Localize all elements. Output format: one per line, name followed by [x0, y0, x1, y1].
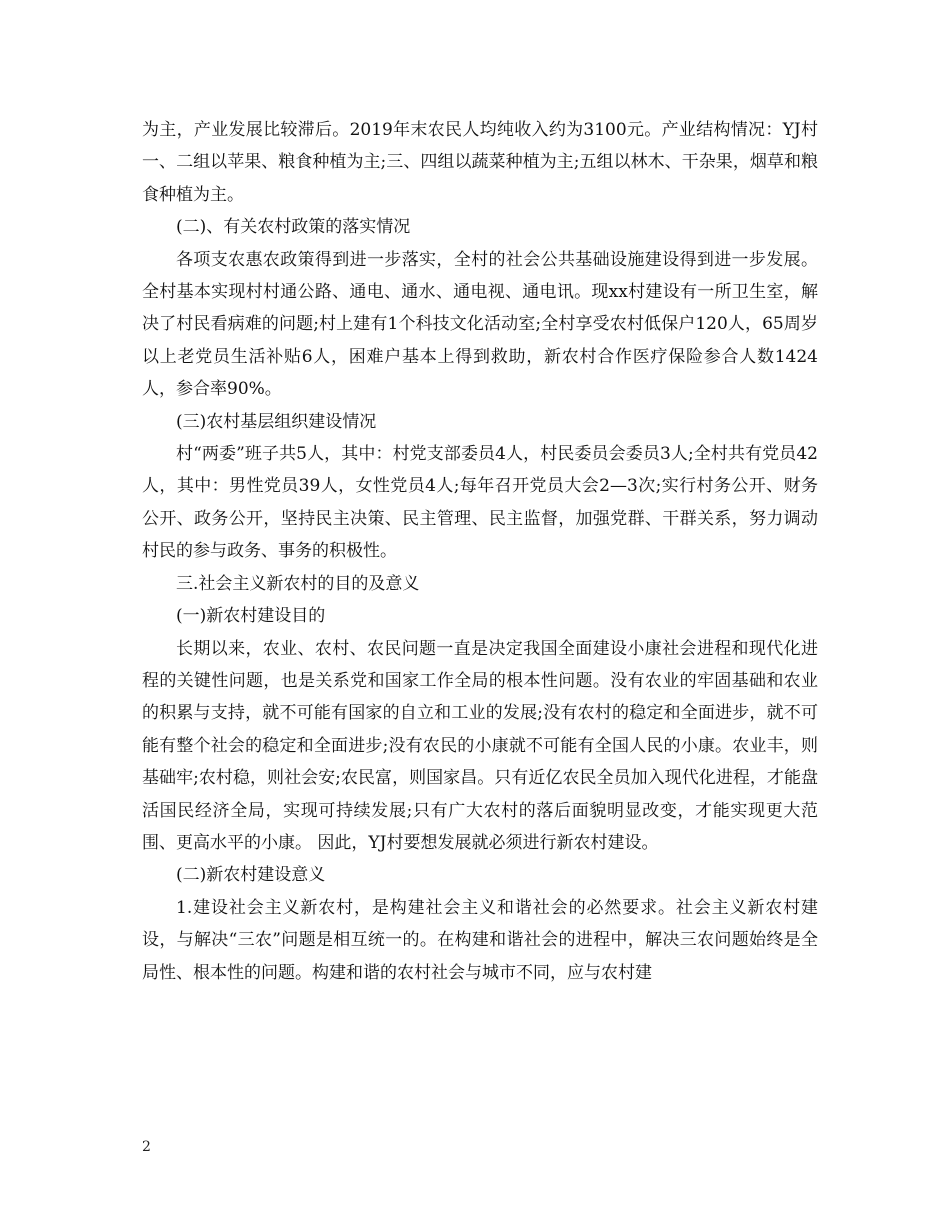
page-number: 2 — [142, 1139, 151, 1155]
section-heading-organization: (三)农村基层组织建设情况 — [176, 411, 377, 432]
paragraph-meaning: 1.建设社会主义新农村，是构建社会主义和谐社会的必然要求。社会主义新农村建设，与解决“三农”问题是相互统一的。在构建和谐社会的进程中，解决三农问题始终是全局性、根本性的问题。构建和谐的农村社会与城市不同，应与农村建 — [142, 897, 818, 983]
paragraph-purpose: 长期以来，农业、农村、农民问题一直是决定我国全面建设小康社会进程和现代化进程的关键性问题，也是关系党和国家工作全局的根本性问题。没有农业的牢固基础和农业的积累与支持，就不可能有国家的自立和工业的发展;没有农村的稳定和全面进步，就不可能有整个社会的稳定和全面进步;没有农民的小康就不可能有全国人民的小康。农业丰，则基础牢;农村稳，则社会安;农民富，则国家昌。只有近亿农民全员加入现代化进程，才能盘活国民经济全局，实现可持续发展;只有广大农村的落后面貌明显改变，才能实现更大范围、更高水平的小康。 因此，YJ村要想发展就必须进行新农村建设。 — [142, 638, 818, 853]
subsection-heading-meaning: (二)新农村建设意义 — [176, 865, 326, 886]
subsection-heading-purpose: (一)新农村建设目的 — [176, 606, 326, 627]
section-heading-policy: (二)、有关农村政策的落实情况 — [176, 217, 411, 238]
paragraph-organization: 村“两委”班子共5人，其中：村党支部委员4人，村民委员会委员3人;全村共有党员42人，其中：男性党员39人，女性党员4人;每年召开党员大会2—3次;实行村务公开、财务公开、政务公开，坚持民主决策、民主管理、民主监督，加强党群、干群关系，努力调动村民的参与政务、事务的积极性。 — [142, 444, 818, 562]
section-heading-purpose-meaning: 三.社会主义新农村的目的及意义 — [176, 573, 420, 594]
document-body — [142, 114, 818, 989]
paragraph-policy: 各项支农惠农政策得到进一步落实，全村的社会公共基础设施建设得到进一步发展。全村基本实现村村通公路、通电、通水、通电视、通电讯。现xx村建设有一所卫生室，解决了村民看病难的问题;村上建有1个科技文化活动室;全村享受农村低保户120人，65周岁以上老党员生活补贴6人，困难户基本上得到救助，新农村合作医疗保险参合人数1424人，参合率90%。 — [142, 249, 818, 400]
paragraph-1: 为主，产业发展比较滞后。2019年末农民人均纯收入约为3100元。产业结构情况：YJ村一、二组以苹果、粮食种植为主;三、四组以蔬菜种植为主;五组以林木、干杂果，烟草和粮食种植为主。 — [142, 120, 818, 205]
